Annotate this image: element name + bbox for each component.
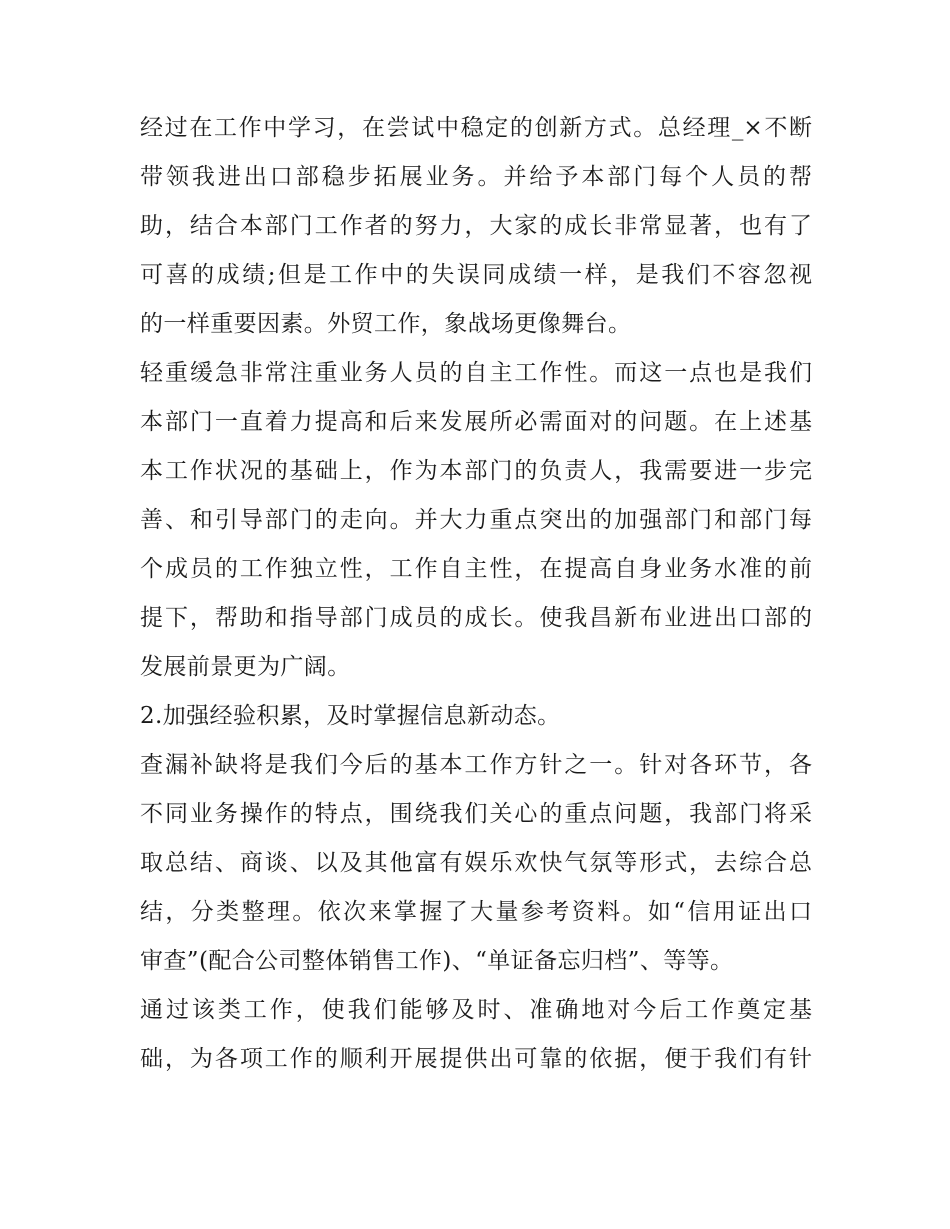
text-line: 本工作状况的基础上，作为本部门的负责人，我需要进一步完 bbox=[140, 458, 812, 484]
text-line: 轻重缓急非常注重业务人员的自主工作性。而这一点也是我们 bbox=[140, 360, 812, 386]
text-line: 通过该类工作，使我们能够及时、准确地对今后工作奠定基 bbox=[140, 997, 812, 1023]
text-line: 不同业务操作的特点，围绕我们关心的重点问题，我部门将采 bbox=[140, 801, 812, 827]
text-line: 助，结合本部门工作者的努力，大家的成长非常显著，也有了 bbox=[140, 213, 812, 239]
text-line: 提下，帮助和指导部门成员的成长。使我昌新布业进出口部的 bbox=[140, 605, 812, 631]
text-line: 结，分类整理。依次来掌握了大量参考资料。如“信用证出口 bbox=[140, 899, 812, 925]
text-line: 发展前景更为广阔。 bbox=[140, 654, 351, 680]
text-line: 经过在工作中学习，在尝试中稳定的创新方式。总经理_×不断 bbox=[140, 115, 812, 141]
document-body bbox=[140, 104, 812, 1084]
text-line: 善、和引导部门的走向。并大力重点突出的加强部门和部门每 bbox=[140, 507, 812, 533]
text-line: 取总结、商谈、以及其他富有娱乐欢快气氛等形式，去综合总 bbox=[140, 850, 812, 876]
text-line: 个成员的工作独立性，工作自主性，在提高自身业务水准的前 bbox=[140, 556, 812, 582]
text-line: 可喜的成绩;但是工作中的失误同成绩一样，是我们不容忽视 bbox=[140, 262, 812, 288]
text-line: 础，为各项工作的顺利开展提供出可靠的依据，便于我们有针 bbox=[140, 1046, 812, 1072]
text-line: 查漏补缺将是我们今后的基本工作方针之一。针对各环节，各 bbox=[140, 752, 812, 778]
section-heading: 2.加强经验积累，及时掌握信息新动态。 bbox=[140, 703, 561, 729]
text-line: 带领我进出口部稳步拓展业务。并给予本部门每个人员的帮 bbox=[140, 164, 812, 190]
text-line: 本部门一直着力提高和后来发展所必需面对的问题。在上述基 bbox=[140, 409, 812, 435]
text-line: 审查”(配合公司整体销售工作)、“单证备忘归档”、等等。 bbox=[140, 948, 734, 974]
text-line: 的一样重要因素。外贸工作，象战场更像舞台。 bbox=[140, 311, 632, 337]
